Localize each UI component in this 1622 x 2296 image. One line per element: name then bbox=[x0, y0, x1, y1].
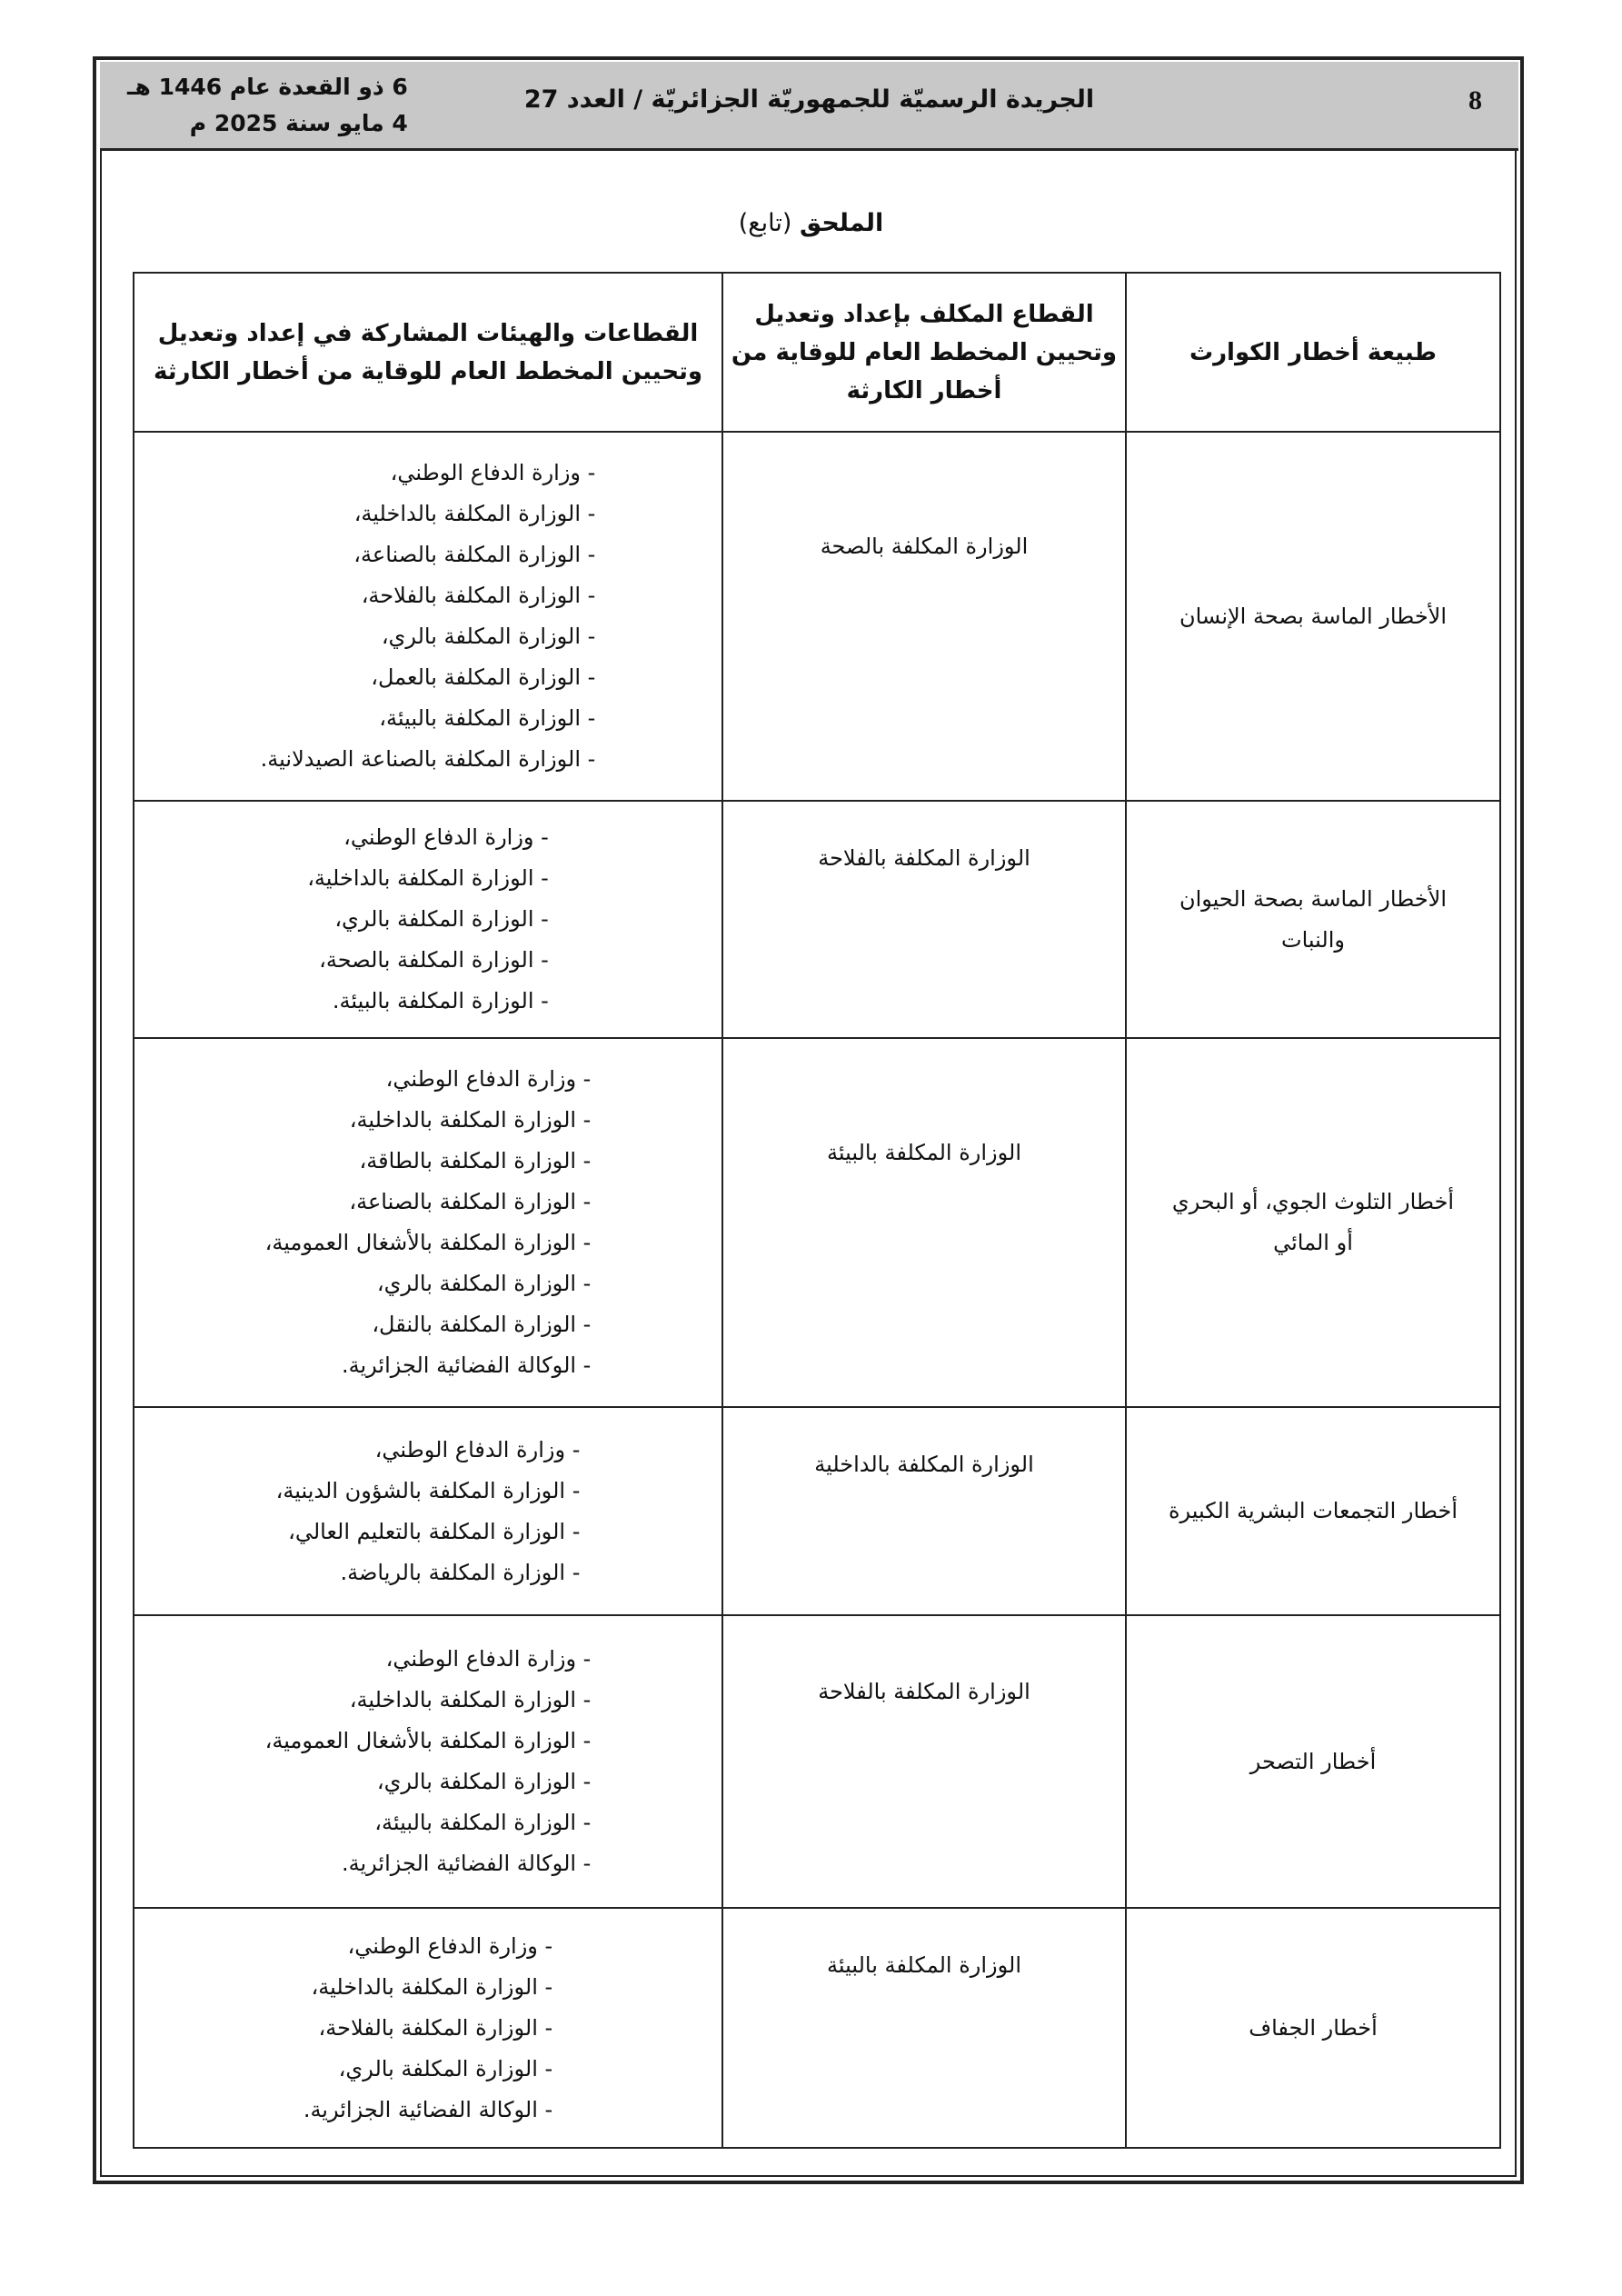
list-item: - وزارة الدفاع الوطني، bbox=[347, 1932, 553, 1959]
list-item: - الوزارة المكلفة بالري، bbox=[334, 906, 549, 932]
list-item: - الوزارة المكلفة بالصناعة، bbox=[349, 1189, 592, 1214]
list-item: - وزارة الدفاع الوطني، bbox=[390, 460, 596, 485]
page-header bbox=[100, 62, 1518, 151]
page-number: 8 bbox=[1468, 85, 1482, 115]
risk-nature-cell: أخطار الجفاف bbox=[1126, 1908, 1500, 2148]
list-item: - الوكالة الفضائية الجزائرية. bbox=[341, 1353, 592, 1378]
list-item: - الوزارة المكلفة بالصناعة الصيدلانية. bbox=[260, 746, 596, 772]
risk-nature-cell: الأخطار الماسة بصحة الإنسان bbox=[1126, 432, 1500, 801]
list-item: - الوزارة المكلفة بالفلاحة، bbox=[318, 2014, 553, 2041]
lead-sector-cell: الوزارة المكلفة بالفلاحة bbox=[722, 801, 1126, 1038]
list-item: - الوزارة المكلفة بالرياضة. bbox=[340, 1559, 581, 1585]
column-header-nature: طبيعة أخطار الكوارث bbox=[1126, 273, 1500, 432]
column-header-lead: القطاع المكلف بإعداد وتعديل وتحيين المخطط العام للوقاية من أخطار الكارثة bbox=[722, 273, 1126, 432]
risk-nature-cell: الأخطار الماسة بصحة الحيوان والنبات bbox=[1126, 801, 1500, 1038]
disaster-risk-table bbox=[133, 272, 1501, 2149]
list-item: - الوزارة المكلفة بالتعليم العالي، bbox=[288, 1518, 581, 1544]
date-gregorian: 4 مايو سنة 2025 م bbox=[189, 110, 408, 136]
list-item: - الوزارة المكلفة بالأشغال العمومية، bbox=[264, 1230, 592, 1255]
list-item: - الوزارة المكلفة بالداخلية، bbox=[353, 501, 596, 526]
list-item: - وزارة الدفاع الوطني، bbox=[385, 1646, 592, 1672]
lead-sector-cell: الوزارة المكلفة بالداخلية bbox=[722, 1407, 1126, 1615]
list-item: - الوكالة الفضائية الجزائرية. bbox=[303, 2096, 553, 2122]
table-row bbox=[134, 1038, 1500, 1407]
list-item: - الوزارة المكلفة بالصحة، bbox=[319, 947, 549, 973]
list-item: - الوزارة المكلفة بالري، bbox=[376, 1769, 592, 1794]
table-row bbox=[134, 801, 1500, 1038]
table-row bbox=[134, 1908, 1500, 2148]
list-item: - الوزارة المكلفة بالداخلية، bbox=[307, 865, 549, 891]
list-item: - الوزارة المكلفة بالري، bbox=[338, 2055, 553, 2081]
list-item: - الوزارة المكلفة بالري، bbox=[376, 1271, 592, 1296]
list-item: - الوزارة المكلفة بالنقل، bbox=[372, 1312, 592, 1337]
list-item: - وزارة الدفاع الوطني، bbox=[343, 824, 549, 850]
participants-cell bbox=[134, 1615, 722, 1908]
participants-cell bbox=[134, 1407, 722, 1615]
list-item: - الوزارة المكلفة بالبيئة، bbox=[379, 705, 596, 731]
risk-nature-cell: أخطار التلوث الجوي، أو البحري أو المائي bbox=[1126, 1038, 1500, 1407]
list-item: - الوزارة المكلفة بالري، bbox=[381, 624, 596, 649]
participants-list bbox=[261, 453, 596, 780]
list-item: - الوزارة المكلفة بالعمل، bbox=[371, 664, 596, 690]
column-header-participants: القطاعات والهيئات المشاركة في إعداد وتعديل وتحيين المخطط العام للوقاية من أخطار الكارثة bbox=[134, 273, 722, 432]
participants-list bbox=[276, 1430, 581, 1593]
risk-nature-cell: أخطار التصحر bbox=[1126, 1615, 1500, 1908]
list-item: - الوزارة المكلفة بالداخلية، bbox=[349, 1107, 592, 1133]
lead-sector-cell: الوزارة المكلفة بالبيئة bbox=[722, 1908, 1126, 2148]
lead-sector-cell: الوزارة المكلفة بالبيئة bbox=[722, 1038, 1126, 1407]
table-row bbox=[134, 1407, 1500, 1615]
list-item: - الوزارة المكلفة بالشؤون الدينية، bbox=[275, 1477, 581, 1503]
list-item: - الوكالة الفضائية الجزائرية. bbox=[341, 1851, 592, 1876]
participants-cell bbox=[134, 801, 722, 1038]
table-row bbox=[134, 432, 1500, 801]
participants-list bbox=[307, 817, 549, 1022]
participants-list bbox=[265, 1639, 592, 1884]
list-item: - الوزارة المكلفة بالبيئة، bbox=[374, 1810, 592, 1835]
lead-sector-cell: الوزارة المكلفة بالصحة bbox=[722, 432, 1126, 801]
participants-cell bbox=[134, 432, 722, 801]
annex-title-main: الملحق bbox=[799, 209, 884, 237]
participants-cell bbox=[134, 1908, 722, 2148]
list-item: - الوزارة المكلفة بالفلاحة، bbox=[361, 583, 596, 608]
annex-title-sub: (تابع) bbox=[738, 209, 792, 237]
journal-title: الجريدة الرسميّة للجمهوريّة الجزائريّة / العدد 27 bbox=[523, 85, 1095, 114]
list-item: - الوزارة المكلفة بالصناعة، bbox=[353, 542, 596, 567]
list-item: - وزارة الدفاع الوطني، bbox=[374, 1436, 581, 1462]
list-item: - الوزارة المكلفة بالطاقة، bbox=[359, 1148, 592, 1173]
list-item: - الوزارة المكلفة بالداخلية، bbox=[311, 1973, 553, 2000]
list-item: - وزارة الدفاع الوطني، bbox=[385, 1066, 592, 1092]
issue-date bbox=[127, 69, 408, 142]
list-item: - الوزارة المكلفة بالبيئة. bbox=[332, 988, 549, 1013]
table-header-row bbox=[134, 273, 1500, 432]
risk-nature-cell: أخطار التجمعات البشرية الكبيرة bbox=[1126, 1407, 1500, 1615]
annex-title bbox=[0, 209, 1622, 237]
lead-sector-cell: الوزارة المكلفة بالفلاحة bbox=[722, 1615, 1126, 1908]
date-hijri: 6 ذو القعدة عام 1446 هـ bbox=[127, 74, 408, 100]
list-item: - الوزارة المكلفة بالداخلية، bbox=[349, 1687, 592, 1712]
list-item: - الوزارة المكلفة بالأشغال العمومية، bbox=[264, 1728, 592, 1753]
table-row bbox=[134, 1615, 1500, 1908]
participants-list bbox=[304, 1926, 552, 2131]
participants-list bbox=[265, 1059, 592, 1386]
participants-cell bbox=[134, 1038, 722, 1407]
